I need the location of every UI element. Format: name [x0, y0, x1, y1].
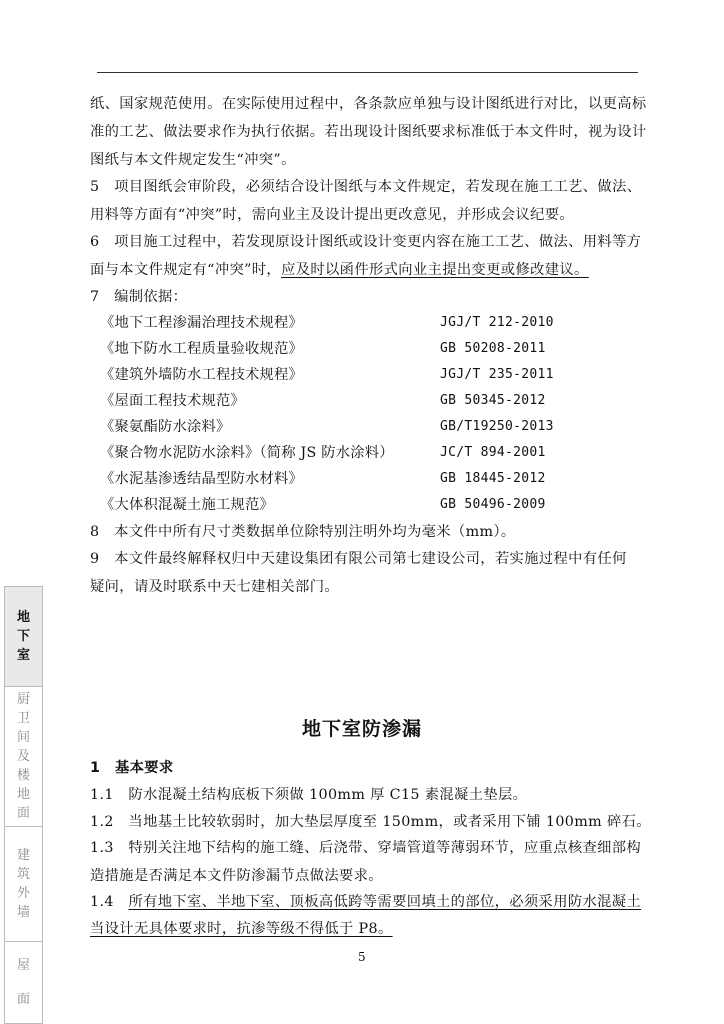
- tab-roof[interactable]: [5, 942, 42, 1023]
- section-title: 地下室防渗漏: [301, 718, 422, 740]
- item-7-heading: 7 编制依据：: [90, 289, 188, 305]
- body-line-3: 图纸与本文件规定发生“冲突”。: [90, 152, 296, 168]
- side-tabs: [4, 586, 43, 1024]
- tab-label: 建筑外墙: [16, 848, 30, 920]
- standard-code: GB 50345-2012: [440, 393, 546, 408]
- item-6-line-2: [90, 260, 589, 280]
- tab-basement[interactable]: [5, 587, 42, 687]
- standard-title: 《大体积混凝土施工规范》: [100, 497, 274, 513]
- item-9-line-2: 疑问，请及时联系中天七建相关部门。: [90, 579, 339, 595]
- standard-code: GB 50208-2011: [440, 341, 546, 356]
- tab-kitchen-bath-floor[interactable]: [5, 687, 42, 827]
- section-heading: 1 基本要求: [90, 760, 174, 776]
- item-9-line-1: 9 本文件最终解释权归中天建设集团有限公司第七建设公司，若实施过程中有任何: [90, 551, 627, 567]
- item-8: 8 本文件中所有尺寸类数据单位除特别注明外均为毫米（mm）。: [90, 524, 516, 540]
- item-6-prefix: 面与本文件规定有“冲突”时，: [90, 262, 282, 278]
- standard-title: 《聚合物水泥防水涂料》（简称 JS 防水涂料）: [100, 445, 394, 461]
- standard-code: GB 18445-2012: [440, 471, 546, 486]
- item-6-underlined: 应及时以函件形式向业主提出变更或修改建议。: [281, 262, 589, 278]
- page-number: 5: [358, 950, 366, 964]
- item-6-line-1: 6 项目施工过程中，若发现原设计图纸或设计变更内容在施工工艺、做法、用料等方: [90, 234, 642, 250]
- tab-label: 地下室: [16, 610, 30, 663]
- standard-code: GB/T19250-2013: [440, 419, 554, 434]
- standard-title: 《地下工程渗漏治理技术规程》: [100, 315, 303, 331]
- standard-code: GB 50496-2009: [440, 497, 546, 512]
- item-5-line-2: 用料等方面有“冲突”时，需向业主及设计提出更改意见，并形成会议纪要。: [90, 207, 575, 223]
- tab-exterior-wall[interactable]: [5, 827, 42, 942]
- body-line-1: 纸、国家规范使用。在实际使用过程中，各条款应单独与设计图纸进行对比，以更高标: [90, 96, 647, 112]
- standard-code: JC/T 894-2001: [440, 445, 546, 460]
- item-1-1: 1.1 防水混凝土结构底板下须做 100mm 厚 C15 素混凝土垫层。: [90, 787, 528, 803]
- standard-title: 《聚氨酯防水涂料》: [100, 419, 231, 435]
- item-1-2: 1.2 当地基土比较软弱时，加大垫层厚度至 150mm，或者采用下铺 100mm 碎石。: [90, 814, 651, 830]
- standard-title: 《屋面工程技术规范》: [100, 393, 245, 409]
- standard-title: 《水泥基渗透结晶型防水材料》: [100, 471, 303, 487]
- item-1-3-line-1: 1.3 特别关注地下结构的施工缝、后浇带、穿墙管道等薄弱环节，应重点核查细部构: [90, 840, 642, 856]
- item-1-4-prefix: 1.4: [90, 894, 129, 910]
- tab-label: 屋面: [16, 957, 30, 1007]
- item-1-4-underlined: 所有地下室、半地下室、顶板高低跨等需要回填土的部位，必须采用防水混凝土: [128, 894, 642, 910]
- item-1-4-line-2: 当设计无具体要求时，抗渗等级不得低于 P8。: [90, 921, 393, 937]
- item-5-line-1: 5 项目图纸会审阶段，必须结合设计图纸与本文件规定，若发现在施工工艺、做法、: [90, 179, 642, 195]
- standard-code: JGJ/T 212-2010: [440, 315, 554, 330]
- item-1-3-line-2: 造措施是否满足本文件防渗漏节点做法要求。: [90, 868, 383, 884]
- body-line-2: 准的工艺、做法要求作为执行依据。若出现设计图纸要求标准低于本文件时，视为设计: [90, 124, 647, 140]
- standard-title: 《地下防水工程质量验收规范》: [100, 341, 303, 357]
- standard-code: JGJ/T 235-2011: [440, 367, 554, 382]
- header-rule: [97, 72, 638, 73]
- standard-title: 《建筑外墙防水工程技术规程》: [100, 367, 303, 383]
- tab-label: 厨卫间及楼地面: [16, 692, 30, 821]
- item-1-4-line-1: [90, 892, 641, 912]
